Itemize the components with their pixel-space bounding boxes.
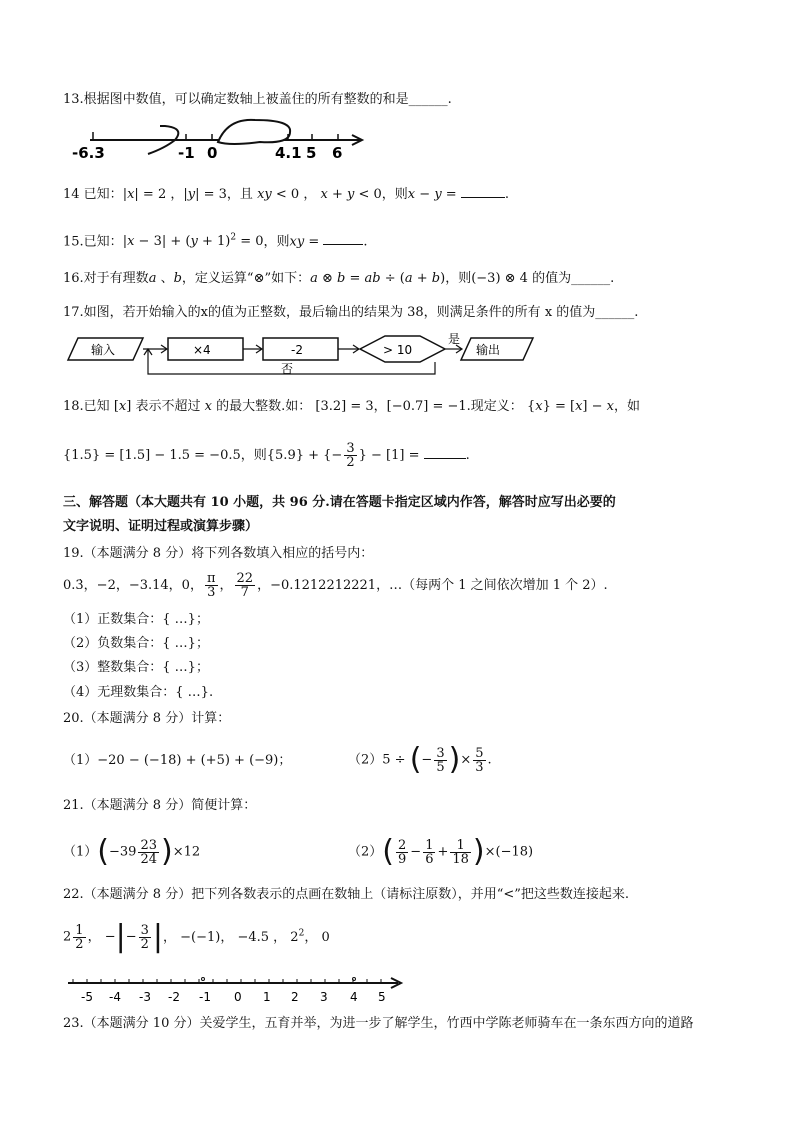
q18-line2: {1.5} = [1.5] − 1.5 = −0.5，则{5.9} + {− $\frac{3}{2}$ } − [1] = . <box>63 441 470 470</box>
q13-number-line <box>60 118 380 166</box>
flow-output: 输出 <box>476 343 501 357</box>
q22-tick-label: -2 <box>168 990 180 1004</box>
flow-multiply: ×4 <box>193 343 211 357</box>
q22-tick-label: -5 <box>81 990 93 1004</box>
q19-set-integer: （3）整数集合：{ …}； <box>63 660 209 675</box>
flow-no: 否 <box>281 362 294 376</box>
q22-header: 22.（本题满分 8 分）把下列各数表示的点画在数轴上（请标注原数），并用“<”把这些数连接起来. <box>63 887 630 902</box>
q22-numbers: 2 $\frac{1}{2}$ ， −|− $\frac{3}{2}$ |， −(−1)， −4.5 ， $2^2$， 0 <box>63 919 330 954</box>
q21-part2: （2）( $\frac{2}{9}$ − $\frac{1}{6}$ + $\frac{1}{18}$ )×(−18) <box>348 834 534 869</box>
q20-part1: （1）−20 − (−18) + (+5) + (−9)； <box>63 753 292 768</box>
q13-tick-label: -1 <box>178 144 195 162</box>
q19-header: 19.（本题满分 8 分）将下列各数填入相应的括号内： <box>63 546 374 561</box>
q22-number-line <box>63 975 408 1005</box>
q21-header: 21.（本题满分 8 分）简便计算： <box>63 798 257 813</box>
q21-part1: （1）(−39 $\frac{23}{24}$ )×12 <box>63 834 201 869</box>
q19-set-positive: （1）正数集合：{ …}； <box>63 612 209 627</box>
q16-line: 16.对于有理数a 、b，定义运算“⊗”如下：a ⊗ b = ab ÷ (a + b)，则(−3) ⊗ 4 的值为______. <box>63 271 615 286</box>
q22-tick-label: -4 <box>109 990 121 1004</box>
q15-line: 15.已知：$|x - 3| + (y + 1)^2 = 0$，则xy = . <box>63 233 368 250</box>
q20-part2: （2）5 ÷ (− $\frac{3}{5}$ )× $\frac{5}{3}$ . <box>348 742 492 777</box>
q19-numbers: 0.3̇，−2，−3.14，0， $\frac{\pi}{3}$ ， $\frac{22}{7}$ ，−0.1212212221，…（每两个 1 之间依次增加 1 个 2）. <box>63 571 608 600</box>
q22-tick-label: 4 <box>350 990 358 1004</box>
flow-condition: > 10 <box>383 343 413 357</box>
q22-tick-label: 5 <box>378 990 386 1004</box>
section3-line1: 三、解答题（本大题共有 10 小题，共 96 分.请在答题卡指定区域内作答，解答时应写出必要的 <box>63 495 616 510</box>
q13-tick-label: 5 <box>306 144 317 162</box>
q22-tick-label: -1 <box>199 990 211 1004</box>
q19-set-irrational: （4）无理数集合：{ …}. <box>63 685 214 700</box>
q22-tick-label: -3 <box>139 990 151 1004</box>
q13-tick-label: 0 <box>207 144 218 162</box>
q13-tick-label: 4.1 <box>275 144 302 162</box>
q19-set-negative: （2）负数集合：{ …}； <box>63 636 209 651</box>
q13-tick-label: -6.3 <box>72 144 105 162</box>
q22-tick-label: 3 <box>320 990 328 1004</box>
q13-tick-label: 6 <box>332 144 343 162</box>
section3-line2: 文字说明、证明过程或演算步骤） <box>63 519 259 534</box>
q22-tick-label: 1 <box>263 990 271 1004</box>
q20-header: 20.（本题满分 8 分）计算： <box>63 711 231 726</box>
flow-yes: 是 <box>448 332 461 346</box>
q14-line: 14 已知：|x| = 2 ，|y| = 3，且 xy < 0 ， x + y < 0，则x − y = . <box>63 187 509 202</box>
flow-subtract: -2 <box>291 343 303 357</box>
q13-text: 13.根据图中数值，可以确定数轴上被盖住的所有整数的和是______. <box>63 92 452 107</box>
q22-tick-label: 2 <box>291 990 299 1004</box>
q17-flowchart <box>63 330 543 380</box>
q22-tick-label: 0 <box>234 990 242 1004</box>
q23-text: 23.（本题满分 10 分）关爱学生，五育并举，为进一步了解学生，竹西中学陈老师骑车在一条东西方向的道路 <box>63 1016 694 1031</box>
q17-text: 17.如图，若开始输入的x的值为正整数，最后输出的结果为 38，则满足条件的所有 x 的值为______. <box>63 305 639 320</box>
flow-input: 输入 <box>91 343 116 357</box>
q18-line1: 18.已知 [x] 表示不超过 x 的最大整数.如： [3.2] = 3，[−0.7] = −1.现定义： {x} = [x] − x，如 <box>63 399 640 414</box>
